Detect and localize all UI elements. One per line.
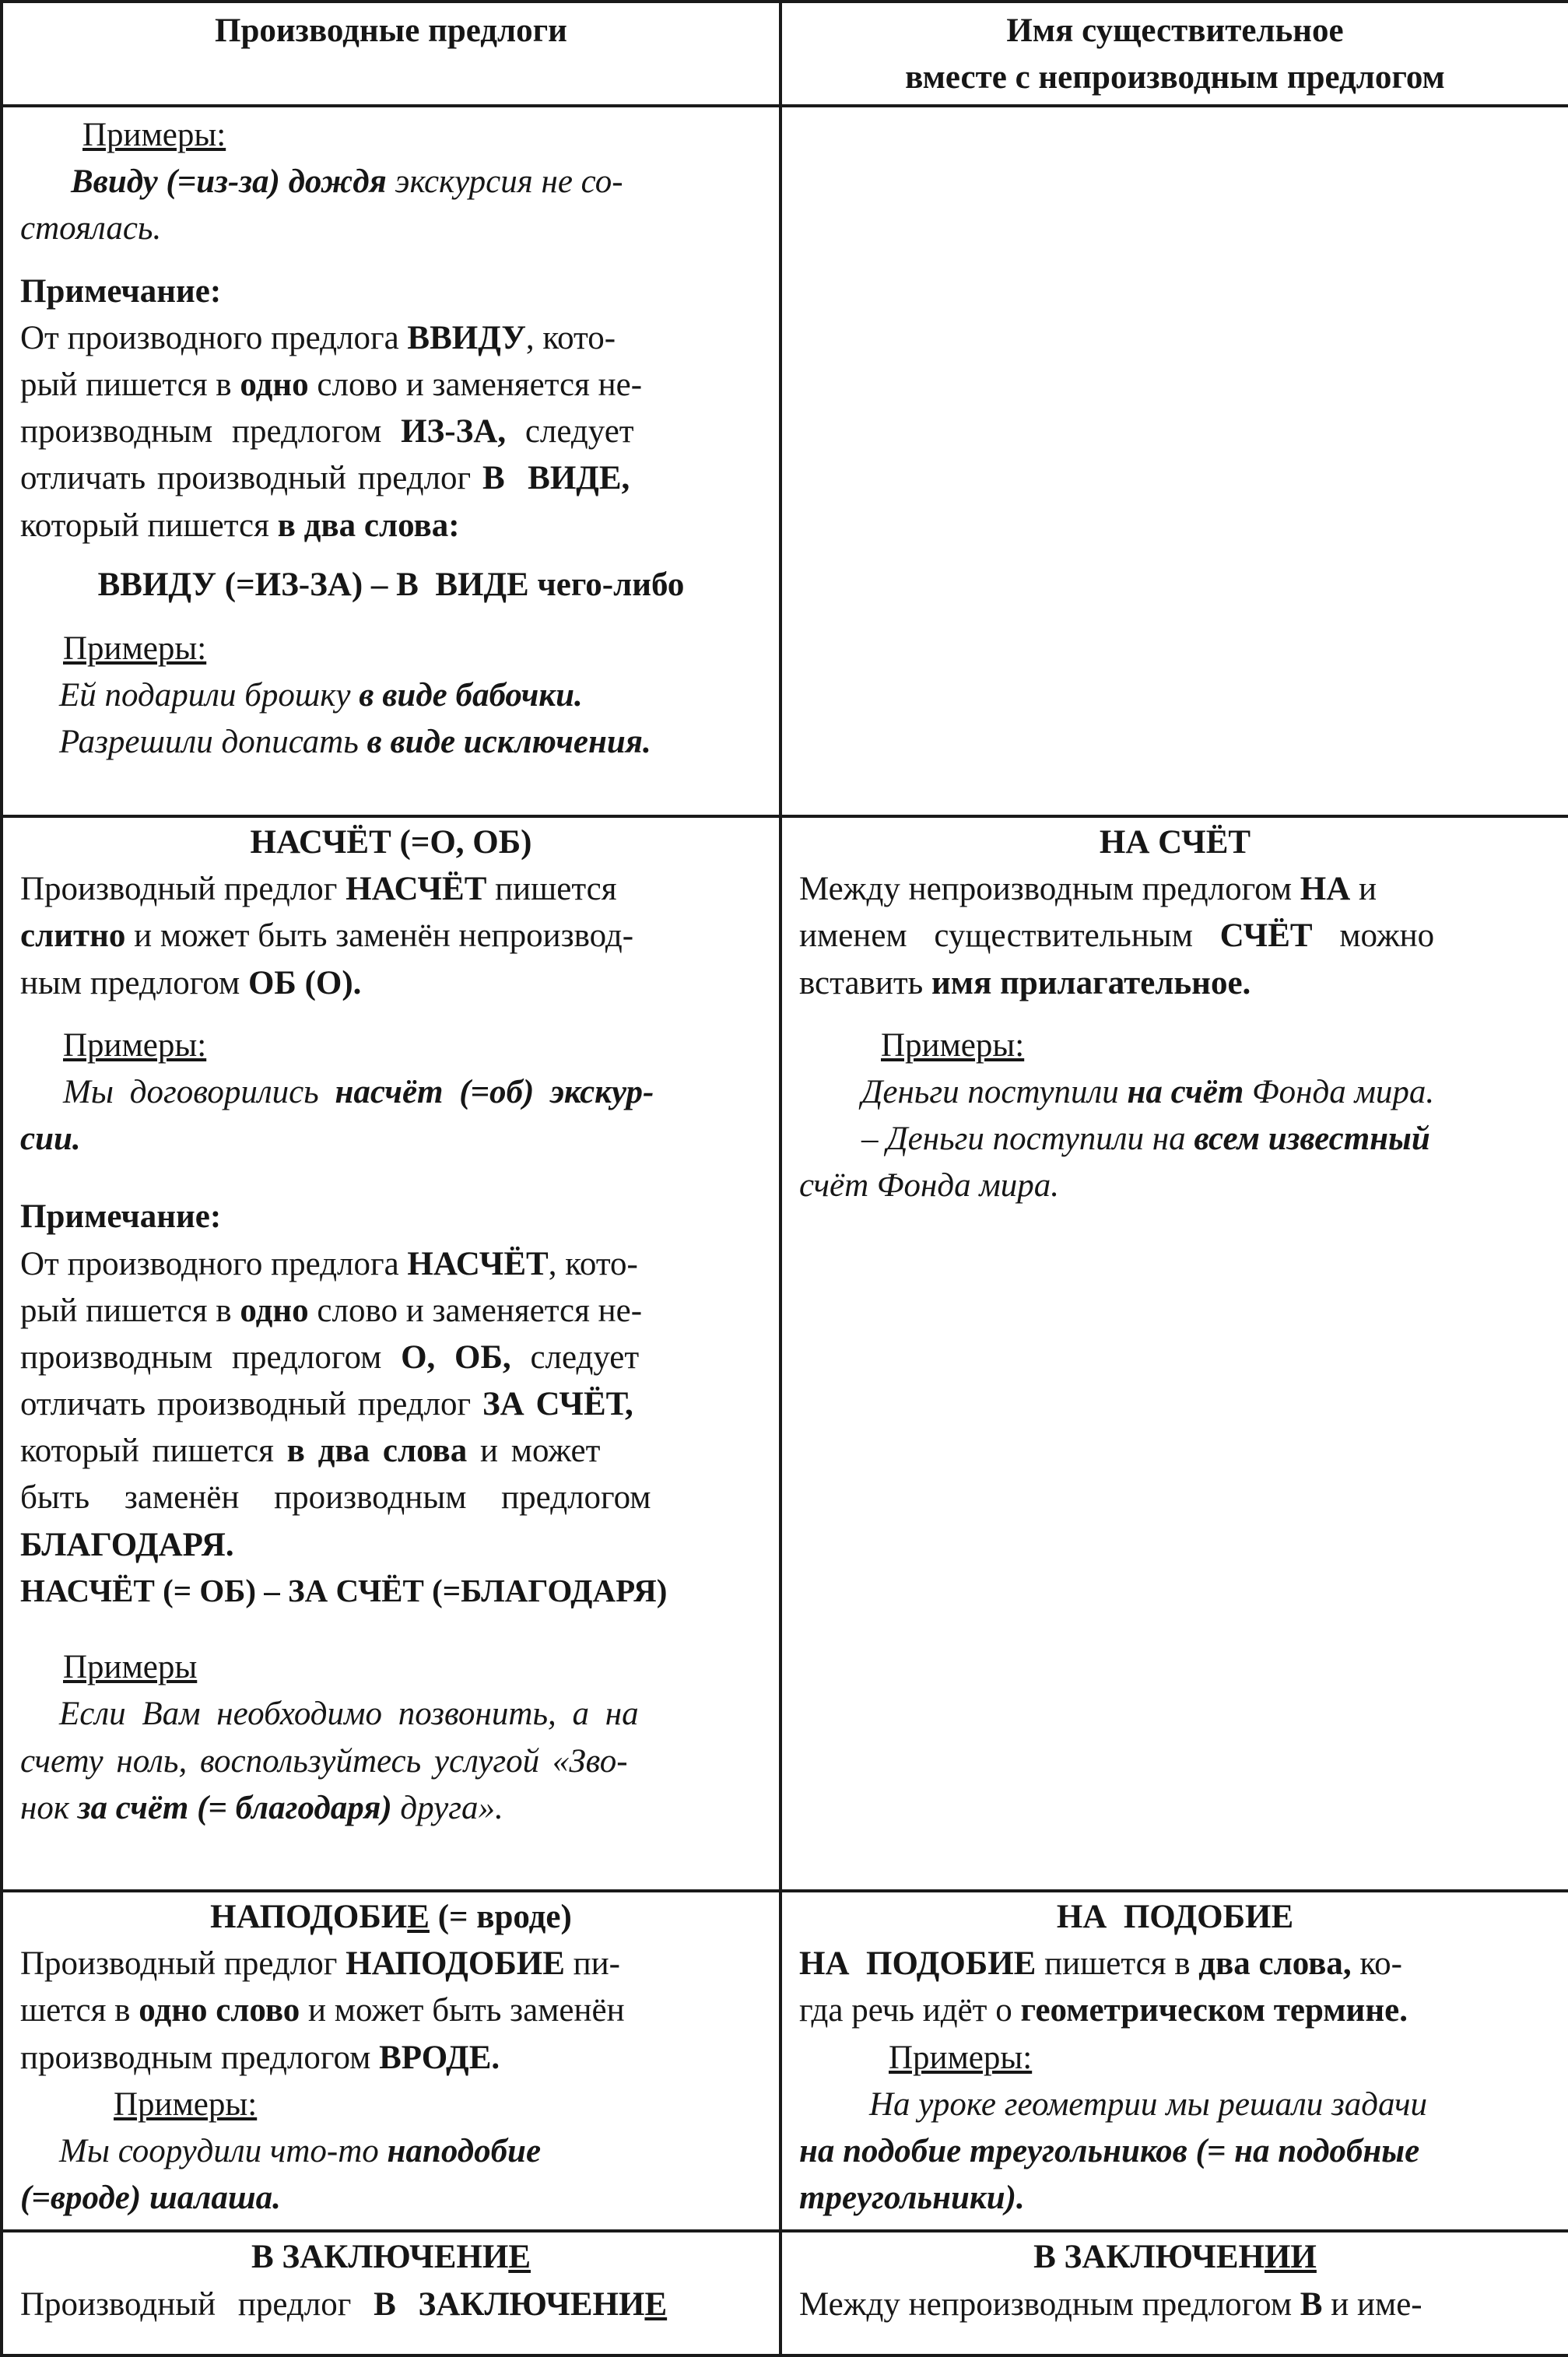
cell-v-zakluchenii (780, 2231, 1568, 2355)
example-line: треугольники). (799, 2180, 1025, 2217)
example-line: нок за счёт (= благодаря) друга». (20, 1789, 503, 1826)
note-line: производным предлогом ИЗ-ЗА, следует (20, 413, 634, 451)
example-line: на подобие треугольников (= на подобные (799, 2132, 1420, 2169)
row-vvidu (2, 106, 1568, 816)
desc-line: именем существительным СЧЁТ можно (799, 917, 1435, 955)
note-line: отличать производный предлог ЗА СЧЁТ, (20, 1386, 633, 1423)
header-col1-text: Производные предлоги (215, 12, 567, 49)
note-line: быть заменён производным предлогом (20, 1479, 651, 1517)
title-v-zakluchenie: В ЗАКЛЮЧЕНИЕ (251, 2239, 531, 2276)
desc-line: слитно и может быть заменён непроизвод- (20, 917, 634, 955)
example-line: – Деньги поступили на всем известный (861, 1121, 1430, 1158)
examples-label: Примеры (63, 1649, 198, 1686)
examples-label: Примеры: (63, 1026, 207, 1064)
example-line: Мы договорились насчёт (=об) экскур- (63, 1073, 654, 1110)
desc-line: Производный предлог НАПОДОБИЕ пи- (20, 1945, 620, 1983)
example-line: счету ноль, воспользуйтесь услугой «Зво- (20, 1742, 628, 1780)
example-line: Деньги поступили на счёт Фонда мира. (861, 1073, 1435, 1110)
title-naschet: НАСЧЁТ (=О, ОБ) (250, 824, 532, 861)
cell-na-podobie (780, 1891, 1568, 2231)
cell-vvidu (2, 106, 780, 816)
header-row (2, 2, 1568, 106)
cell-naschet (2, 816, 780, 1891)
note-line: БЛАГОДАРЯ. (20, 1526, 234, 1563)
examples-label: Примеры: (114, 2085, 258, 2123)
cell-napodobie (2, 1891, 780, 2231)
header-col2-line2: вместе с непроизводным предлогом (905, 59, 1445, 96)
header-noun-with-preposition (780, 2, 1568, 106)
note-label: Примечание: (20, 272, 222, 310)
example-line: На уроке геометрии мы решали задачи (869, 2085, 1427, 2123)
example-line: (=вроде) шалаша. (20, 2180, 281, 2217)
formula-vvidu: ВВИДУ (=ИЗ-ЗА) – В ВИДЕ чего-либо (97, 566, 685, 603)
cell-v-zakluchenie (2, 2231, 780, 2355)
example-vvidu-line1: Ввиду (=из-за) дождя экскурсия не со- (71, 163, 623, 201)
desc-line: Между непроизводным предлогом В и име- (799, 2285, 1422, 2323)
title-v-zakluchenii: В ЗАКЛЮЧЕНИИ (1033, 2239, 1317, 2276)
note-line: который пишется в два слова и может (20, 1433, 601, 1470)
examples-label: Примеры: (63, 630, 207, 667)
desc-line: производным предлогом ВРОДЕ. (20, 2039, 500, 2076)
row-napodobie (2, 1891, 1568, 2231)
example-line: Разрешили дописать в виде исключения. (59, 724, 651, 761)
note-label: Примечание: (20, 1198, 222, 1236)
desc-line: НА ПОДОБИЕ пишется в два слова, ко- (799, 1945, 1402, 1983)
title-na-podobie: НА ПОДОБИЕ (1056, 1899, 1294, 1935)
desc-line: гда речь идёт о геометрическом термине. (799, 1992, 1408, 2029)
desc-line: ным предлогом ОБ (О). (20, 964, 362, 1001)
example-line: Ей подарили брошку в виде бабочки. (59, 677, 583, 714)
header-derived-prepositions (2, 2, 780, 106)
cell-vvidu-empty (780, 106, 1568, 816)
row-v-zakluchenie (2, 2231, 1568, 2355)
example-line: Если Вам необходимо позвонить, а на (59, 1696, 639, 1733)
examples-label: Примеры: (889, 2039, 1033, 2076)
desc-line: вставить имя прилагательное. (799, 964, 1251, 1001)
note-line: отличать производный предлог В ВИДЕ, (20, 460, 630, 497)
example-line: сии. (20, 1121, 81, 1158)
title-na-schet: НА СЧЁТ (1099, 824, 1251, 861)
examples-label: Примеры: (82, 117, 226, 153)
note-line: который пишется в два слова: (20, 507, 460, 544)
formula-naschet: НАСЧЁТ (= ОБ) – ЗА СЧЁТ (=БЛАГОДАРЯ) (20, 1572, 668, 1608)
example-line: счёт Фонда мира. (799, 1167, 1060, 1205)
examples-label: Примеры: (881, 1026, 1025, 1064)
note-line: рый пишется в одно слово и заменяется не- (20, 1292, 643, 1329)
header-col2-line1: Имя существительное (1006, 12, 1344, 49)
note-line: От производного предлога НАСЧЁТ, кото- (20, 1245, 638, 1282)
desc-line: шется в одно слово и может быть заменён (20, 1992, 625, 2029)
desc-line: Между непроизводным предлогом НА и (799, 871, 1377, 908)
note-line: От производного предлога ВВИДУ, кото- (20, 319, 616, 356)
desc-line: Производный предлог В ЗАКЛЮЧЕНИЕ (20, 2285, 668, 2323)
example-line: Мы соорудили что-то наподобие (59, 2132, 542, 2169)
desc-line: Производный предлог НАСЧЁТ пишется (20, 871, 617, 908)
note-line: рый пишется в одно слово и заменяется не- (20, 366, 643, 403)
title-napodobie: НАПОДОБИЕ (= вроде) (210, 1899, 572, 1935)
cell-na-schet (780, 816, 1568, 1891)
note-line: производным предлогом О, ОБ, следует (20, 1338, 640, 1376)
example-vvidu-line2: стоялась. (20, 210, 162, 247)
row-naschet (2, 816, 1568, 1891)
